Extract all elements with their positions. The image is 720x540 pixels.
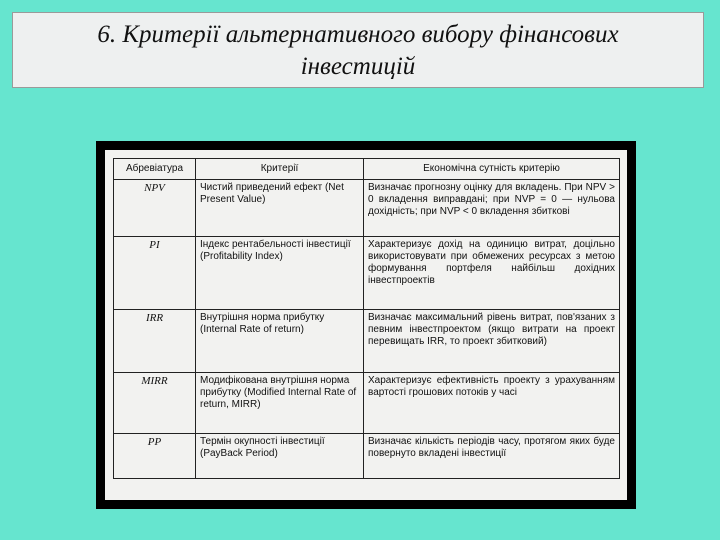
abbr-cell: PI [114,237,196,310]
essence-cell: Характеризує ефективність проекту з урахуванням вартості грошових потоків у часі [364,373,620,434]
essence-cell: Визначає прогнозну оцінку для вкладень. При NPV > 0 вкладення виправдані; при NVP = 0 — нульова дохідність; при NVP < 0 вкладення збиткові [364,180,620,237]
criterion-cell: Чистий приведений ефект (Net Present Value) [196,180,364,237]
header-abbreviation: Абревіатура [114,159,196,180]
criterion-cell: Модифікована внутрішня норма прибутку (Modified Internal Rate of return, MIRR) [196,373,364,434]
criteria-table [113,158,620,479]
header-economic-essence: Економічна сутність критерію [364,159,620,180]
slide-title-line-2: інвестицій [300,53,416,80]
abbr-cell: PP [114,434,196,479]
abbr-cell: MIRR [114,373,196,434]
table-row [114,373,620,434]
abbr-cell: IRR [114,310,196,373]
essence-cell: Характеризує дохід на одиницю витрат, доцільно використовувати при обмежених ресурсах з метою формування портфеля найбільш дохідних інвестпроектів [364,237,620,310]
table-row [114,310,620,373]
abbr-cell: NPV [114,180,196,237]
slide-title-line-1: 6. Критерії альтернативного вибору фінансових [97,21,619,48]
essence-cell: Визначає кількість періодів часу, протягом яких буде повернуто вкладені інвестиції [364,434,620,479]
table-row [114,180,620,237]
table-header-row [114,159,620,180]
scanned-page [105,150,627,500]
header-criteria: Критерії [196,159,364,180]
slide-title-box [12,12,704,88]
essence-cell: Визначає максимальний рівень витрат, пов'язаних з певним інвестпроектом (якщо витрати на проект перевищать IRR, то проект збитковий) [364,310,620,373]
criterion-cell: Термін окупності інвестиції (PayBack Period) [196,434,364,479]
table-row [114,237,620,310]
table-row [114,434,620,479]
criterion-cell: Індекс рентабельності інвестиції (Profitability Index) [196,237,364,310]
scanned-table-frame [96,141,636,509]
criterion-cell: Внутрішня норма прибутку (Internal Rate of return) [196,310,364,373]
